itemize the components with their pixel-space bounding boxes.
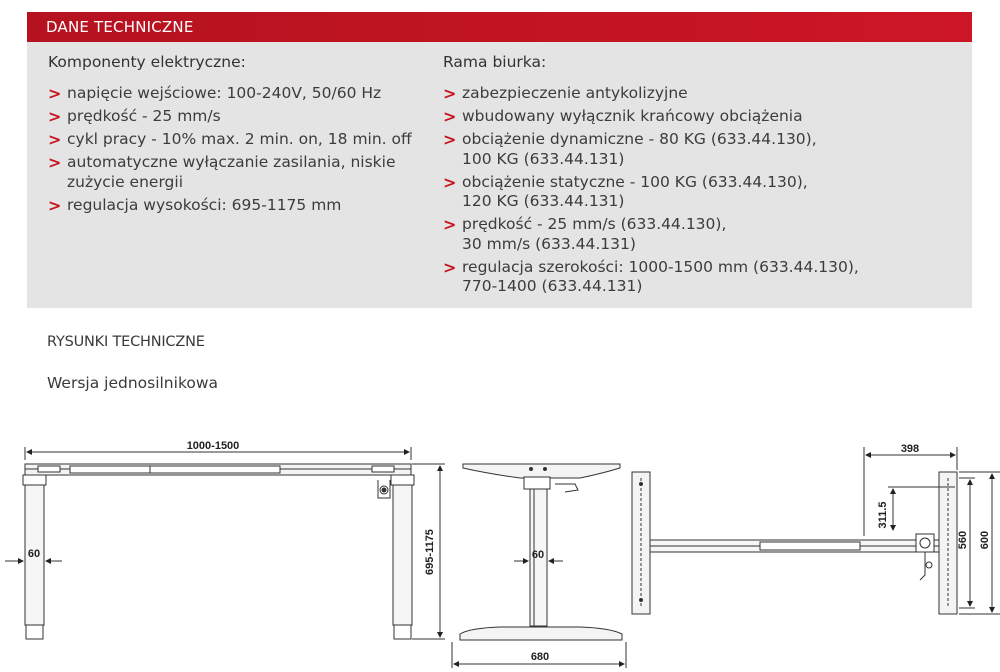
side-foot-dimension: 680 xyxy=(530,651,550,663)
top-outer-dimension: 600 xyxy=(979,530,991,550)
single-motor-version-label: Wersja jednosilnikowa xyxy=(47,374,219,392)
top-depth-dimension: 398 xyxy=(900,443,920,455)
top-inner-dimension: 560 xyxy=(957,530,969,550)
chevron-right-icon: > xyxy=(48,107,62,126)
desk-frame-title: Rama biurka: xyxy=(443,53,547,71)
top-view-drawing xyxy=(632,447,1000,614)
front-height-dimension: 695-1175 xyxy=(424,529,436,575)
side-leg-dimension: 60 xyxy=(531,549,545,561)
chevron-right-icon: > xyxy=(443,84,457,103)
list-item: > regulacja wysokości: 695-1175 mm xyxy=(48,195,342,215)
list-item: > prędkość - 25 mm/s (633.44.130), 30 mm/s (633.44.131) xyxy=(443,215,727,253)
chevron-right-icon: > xyxy=(48,84,62,103)
side-view-drawing xyxy=(452,464,626,668)
front-width-dimension: 1000-1500 xyxy=(186,440,240,452)
electrical-components-title: Komponenty elektryczne: xyxy=(48,53,246,71)
list-item: > zabezpieczenie antykolizyjne xyxy=(443,84,688,103)
list-item: > automatyczne wyłączanie zasilania, niskie zużycie energii xyxy=(48,153,396,191)
chevron-right-icon: > xyxy=(443,257,457,277)
section-header-title: DANE TECHNICZNE xyxy=(46,18,194,36)
chevron-right-icon: > xyxy=(443,172,457,192)
technical-drawings-title: RYSUNKI TECHNICZNE xyxy=(47,334,205,350)
chevron-right-icon: > xyxy=(443,130,457,149)
list-item: > prędkość - 25 mm/s xyxy=(48,107,221,126)
list-item: > wbudowany wyłącznik krańcowy obciążenia xyxy=(443,107,803,126)
front-leg-dimension: 60 xyxy=(27,548,41,560)
chevron-right-icon: > xyxy=(48,195,62,215)
list-item: > napięcie wejściowe: 100-240V, 50/60 Hz xyxy=(48,84,382,103)
list-item: > obciążenie dynamiczne - 80 KG (633.44.130), 100 KG (633.44.131) xyxy=(443,130,817,168)
front-view-drawing xyxy=(5,447,445,639)
chevron-right-icon: > xyxy=(48,130,62,149)
list-item: > regulacja szerokości: 1000-1500 mm (633.44.130), 770-1400 (633.44.131) xyxy=(443,257,859,295)
list-item: > cykl pracy - 10% max. 2 min. on, 18 min. off xyxy=(48,130,412,149)
chevron-right-icon: > xyxy=(48,153,62,172)
list-item: > obciążenie statyczne - 100 KG (633.44.130), 120 KG (633.44.131) xyxy=(443,172,808,210)
chevron-right-icon: > xyxy=(443,215,457,234)
chevron-right-icon: > xyxy=(443,107,457,126)
top-offset-dimension: 311.5 xyxy=(877,501,889,529)
